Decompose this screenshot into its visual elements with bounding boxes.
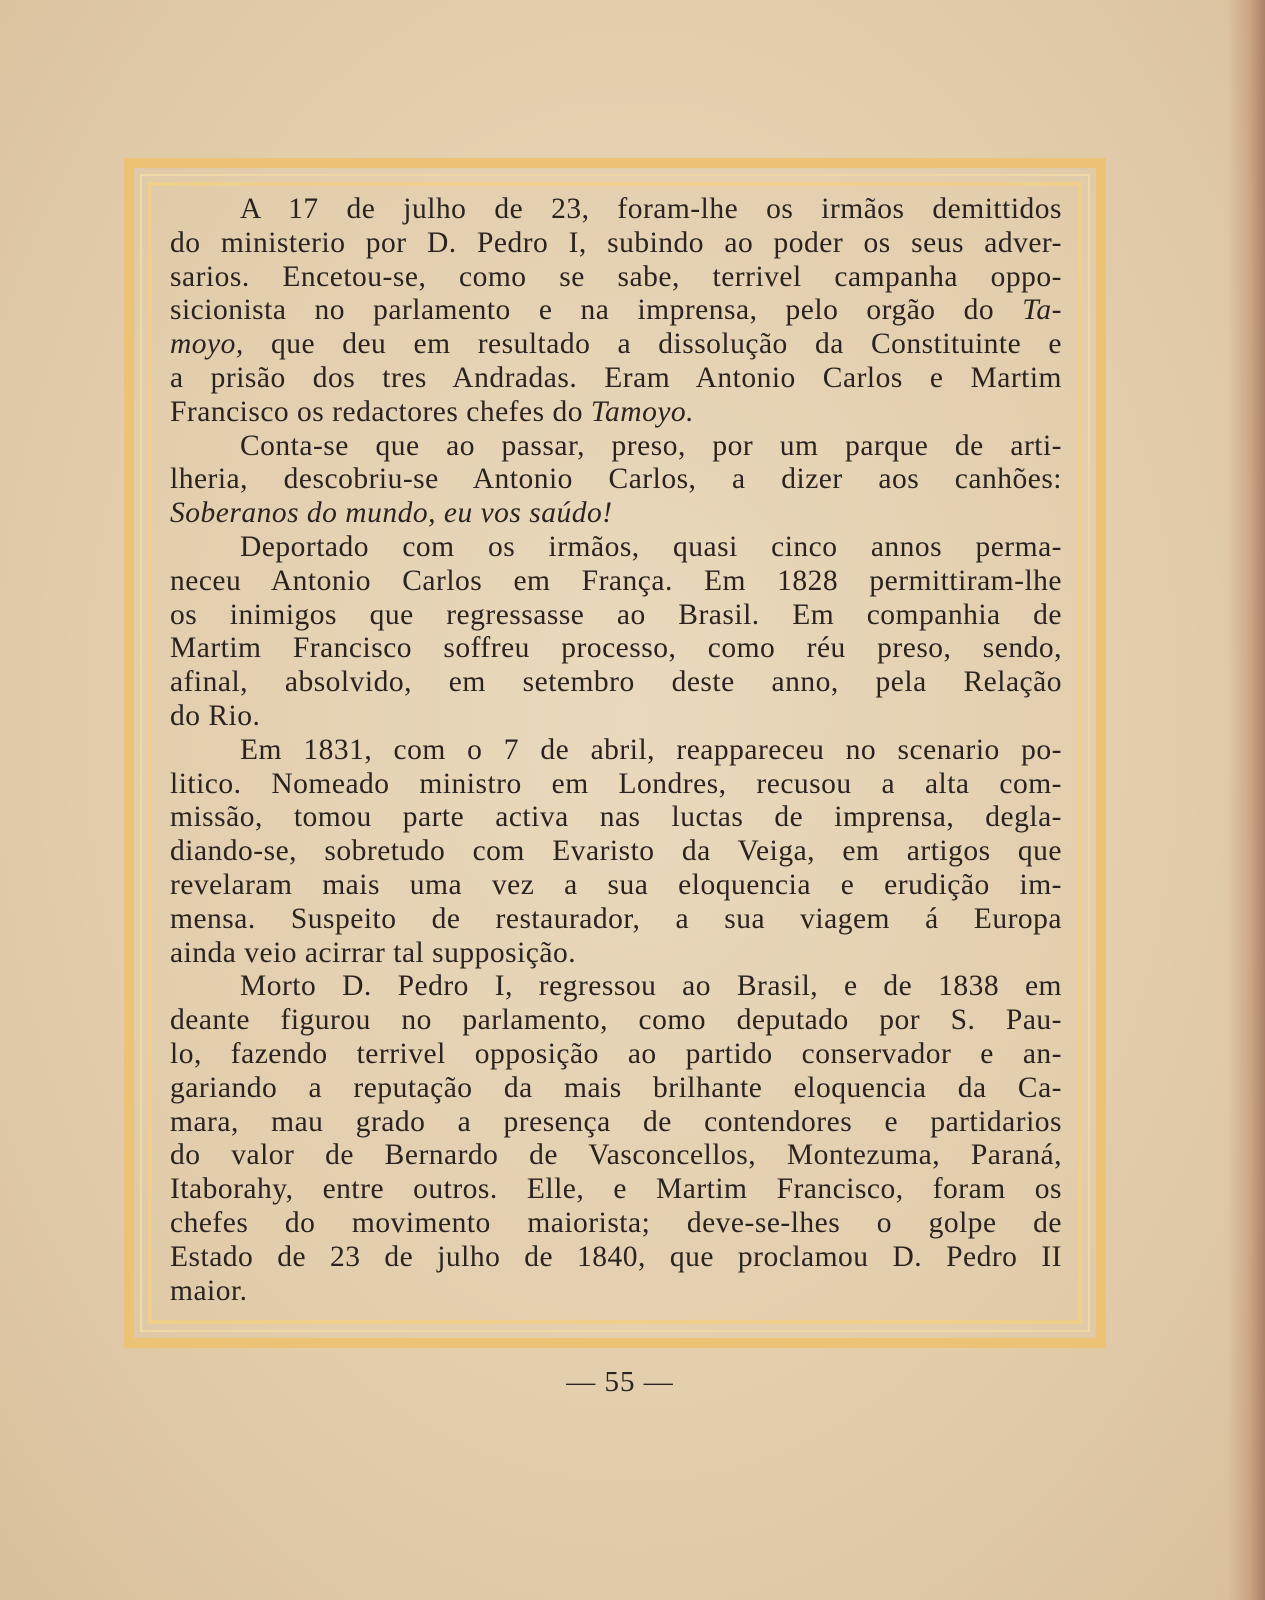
text-line: do valor de Bernardo de Vasconcellos, Montezuma, Paraná,: [170, 1139, 1062, 1172]
text-line: a prisão dos tres Andradas. Eram Antonio Carlos e Martim: [170, 361, 1062, 394]
italic-segment: Ta-: [1022, 294, 1063, 327]
text-segment: sicionista no parlamento e na imprensa, pelo orgão do: [170, 294, 995, 327]
text-line: missão, tomou parte activa nas luctas de imprensa, degla-: [170, 801, 1062, 834]
body-text: [170, 193, 1062, 1308]
text-line: lheria, descobriu-se Antonio Carlos, a dizer aos canhões:: [170, 463, 1062, 496]
text-line: litico. Nomeado ministro em Londres, recusou a alta com-: [170, 767, 1062, 800]
page-number: — 55 —: [566, 1366, 674, 1398]
text-line: os inimigos que regressasse ao Brasil. Em companhia de: [170, 598, 1062, 631]
text-line: diando-se, sobretudo com Evaristo da Veiga, em artigos que: [170, 835, 1062, 868]
text-line: Martim Francisco soffreu processo, como réu preso, sendo,: [170, 632, 1062, 665]
text-line: A 17 de julho de 23, foram-lhe os irmãos demittidos: [240, 193, 1062, 225]
text-line: do ministerio por D. Pedro I, subindo ao poder os seus adver-: [170, 226, 1062, 259]
text-line: Itaborahy, entre outros. Elle, e Martim Francisco, foram os: [170, 1173, 1062, 1206]
text-line: [170, 396, 1062, 430]
text-line: sarios. Encetou-se, como se sabe, terrivel campanha oppo-: [170, 260, 1062, 293]
text-segment: Francisco os redactores chefes do: [170, 395, 583, 428]
text-line: gariando a reputação da mais brilhante eloquencia da Ca-: [170, 1071, 1062, 1104]
text-line: chefes do movimento maiorista; deve-se-lhes o golpe de: [170, 1206, 1062, 1239]
text-line: [170, 328, 1062, 362]
text-line: lo, fazendo terrivel opposição ao partido conservador e an-: [170, 1037, 1062, 1070]
text-line: neceu Antonio Carlos em França. Em 1828 permittiram-lhe: [170, 564, 1062, 597]
text-line: mensa. Suspeito de restaurador, a sua viagem á Europa: [170, 902, 1062, 935]
text-line: mara, mau grado a presença de contendores e partidarios: [170, 1105, 1062, 1138]
text-line: Estado de 23 de julho de 1840, que proclamou D. Pedro II: [170, 1240, 1062, 1273]
text-line: ainda veio acirrar tal supposição.: [170, 936, 577, 969]
text-line: Morto D. Pedro I, regressou ao Brasil, e de 1838 em: [240, 970, 1062, 1003]
text-line: Conta-se que ao passar, preso, por um parque de arti-: [240, 429, 1062, 462]
text-line: Deportado com os irmãos, quasi cinco annos perma-: [240, 530, 1062, 563]
text-line: do Rio.: [170, 699, 261, 732]
text-line: maior.: [170, 1274, 248, 1307]
text-segment: que deu em resultado a dissolução da Constituinte e: [270, 328, 1062, 361]
text-line: Soberanos do mundo, eu vos saúdo!: [170, 497, 613, 530]
text-line: afinal, absolvido, em setembro deste anno, pela Relação: [170, 666, 1062, 699]
page-edge-shadow: [1227, 0, 1265, 1600]
text-line: [170, 294, 1062, 328]
text-line: Em 1831, com o 7 de abril, reappareceu no scenario po-: [240, 733, 1062, 766]
text-line: deante figurou no parlamento, como deputado por S. Pau-: [170, 1004, 1062, 1037]
text-line: revelaram mais uma vez a sua eloquencia e erudição im-: [170, 868, 1062, 901]
italic-segment: moyo,: [170, 328, 244, 361]
italic-segment: Tamoyo.: [590, 395, 695, 428]
